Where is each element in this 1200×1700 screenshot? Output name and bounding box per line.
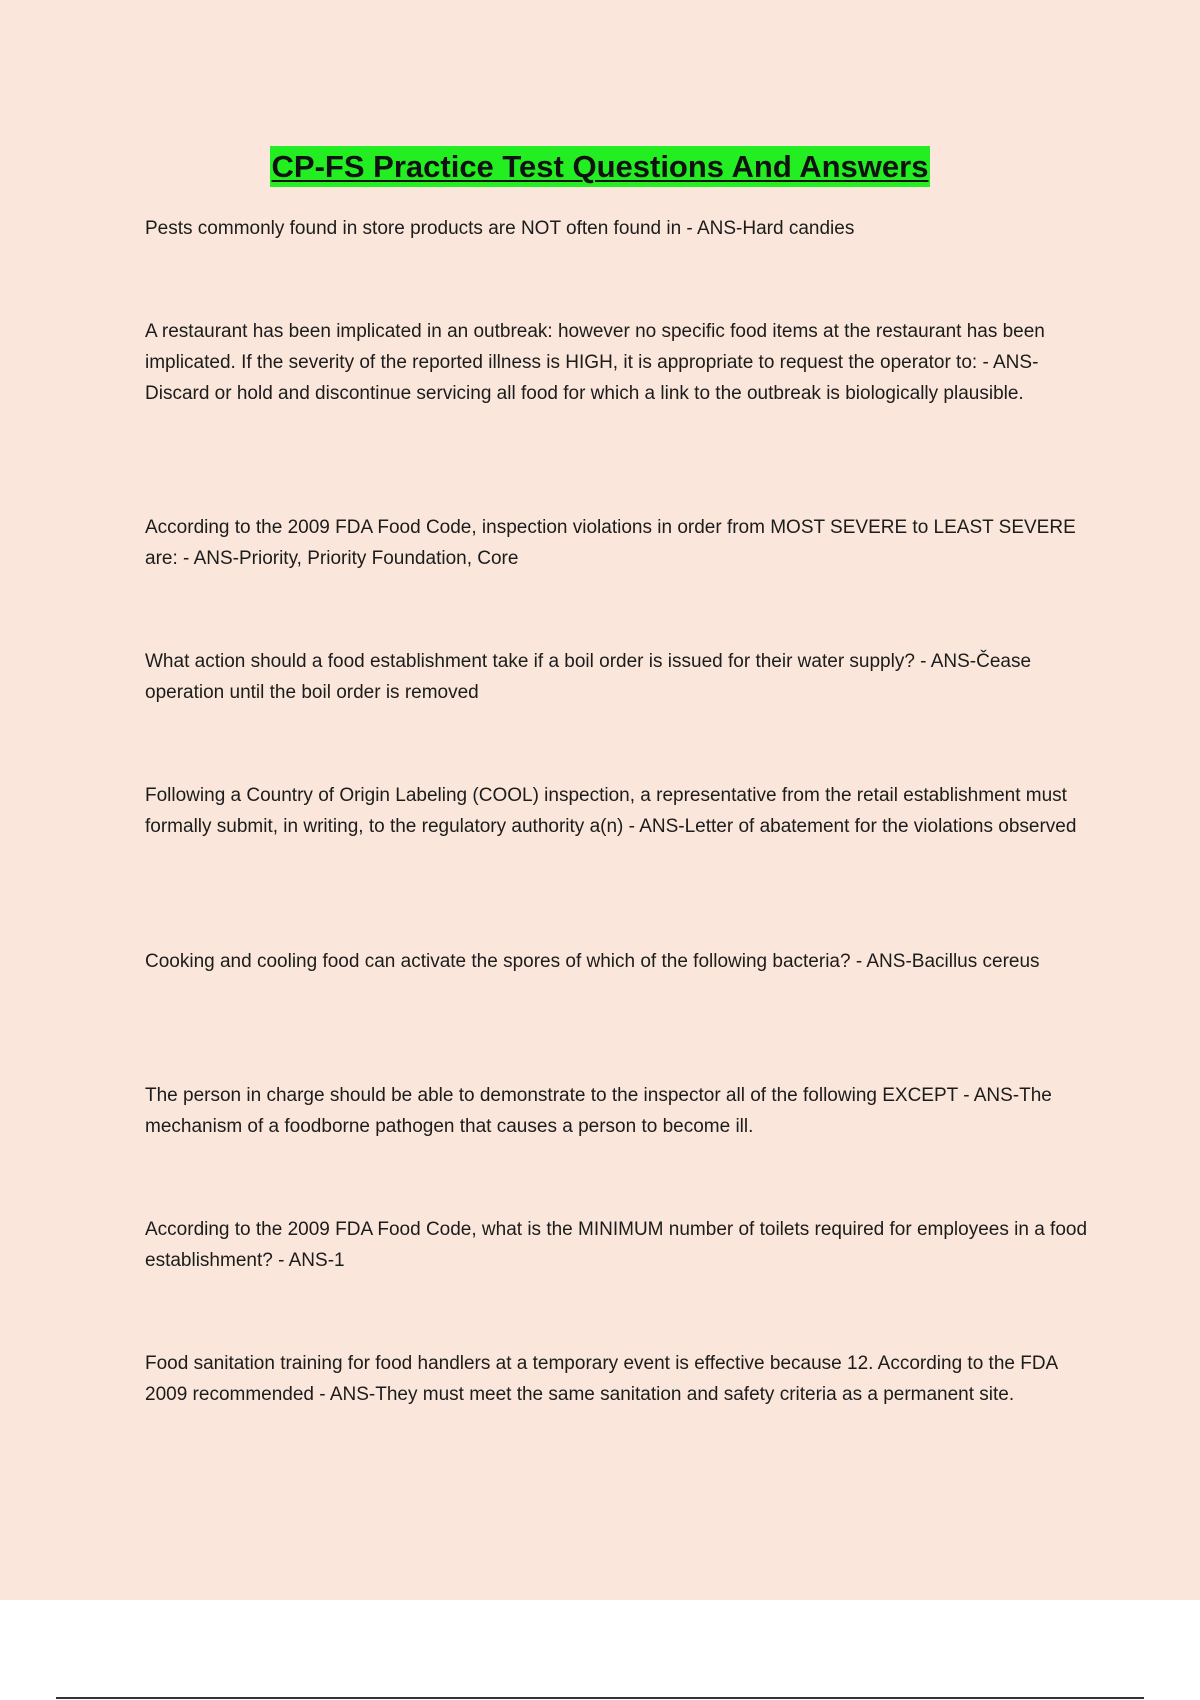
qa-item-6: Cooking and cooling food can activate the spores of which of the following bacteria? - ANS-Bacillus cereus <box>145 951 1040 972</box>
document-title: CP-FS Practice Test Questions And Answers <box>270 146 931 187</box>
qa-item-3: According to the 2009 FDA Food Code, inspection violations in order from MOST SEVERE to LEAST SEVERE are: - ANS-Priority, Priority Foundation, Core <box>145 517 1076 569</box>
title-container <box>0 146 1200 187</box>
qa-item-7: The person in charge should be able to demonstrate to the inspector all of the following EXCEPT - ANS-The mechanism of a foodborne pathogen that causes a person to become ill. <box>145 1085 1052 1137</box>
qa-item-2: A restaurant has been implicated in an outbreak: however no specific food items at the restaurant has been implicated. If the severity of the reported illness is HIGH, it is appropriate to request the operator to: - ANS-Discard or hold and discontinue servicing all food for which a link to the outbreak is biologically plausible. <box>145 321 1045 404</box>
qa-item-9: Food sanitation training for food handlers at a temporary event is effective because 12. According to the FDA 2009 recommended - ANS-They must meet the same sanitation and safety criteria as a permanent site. <box>145 1353 1058 1405</box>
qa-item-5: Following a Country of Origin Labeling (COOL) inspection, a representative from the retail establishment must formally submit, in writing, to the regulatory authority a(n) - ANS-Letter of abatement for the violations observed <box>145 785 1077 837</box>
qa-item-1: Pests commonly found in store products are NOT often found in - ANS-Hard candies <box>145 218 855 239</box>
qa-item-4: What action should a food establishment take if a boil order is issued for their water supply? - ANS-Čease operation until the boil order is removed <box>145 651 1032 703</box>
footer-rule <box>56 1697 1144 1699</box>
qa-item-8: According to the 2009 FDA Food Code, what is the MINIMUM number of toilets required for employees in a food establishment? - ANS-1 <box>145 1219 1088 1271</box>
